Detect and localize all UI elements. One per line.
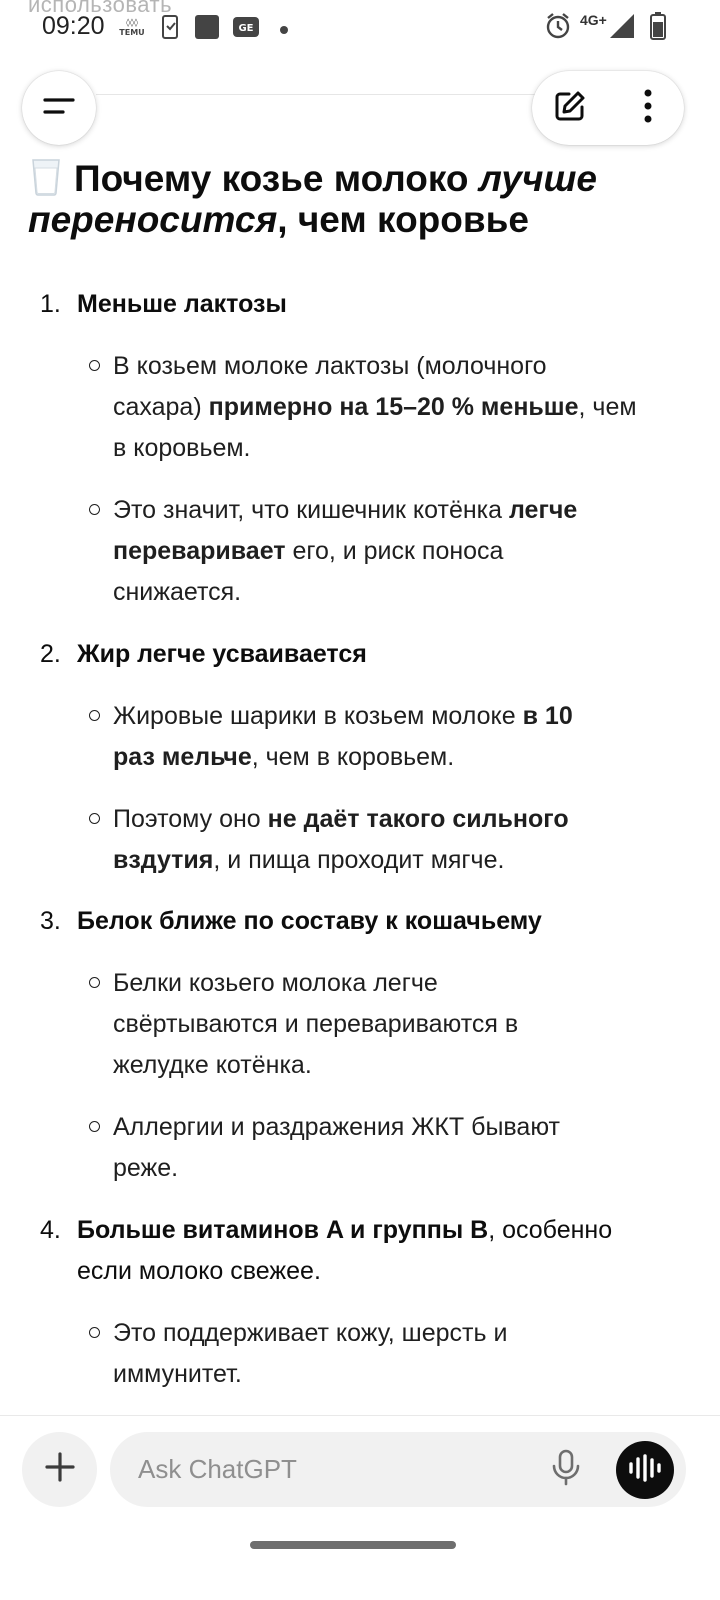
answer-heading [28,158,698,240]
composer [110,1432,686,1507]
list-bullet: Это значит, что кишечник котёнка легче переваривает его, и риск поноса снижается. [113,496,578,606]
notification-dot-icon [279,22,289,40]
dictate-button[interactable] [542,1446,590,1494]
edit-icon [552,88,588,129]
temu-label: TEMU [119,28,145,37]
bullet-icon [89,813,100,824]
heading-emphasis-2: переносится [28,199,278,240]
bullet-icon [89,360,100,371]
header-divider [96,94,540,95]
sidebar-menu-button[interactable] [22,71,96,145]
battery-icon [650,12,666,45]
list-bullet: Поэтому оно не даёт такого сильного вздутия, и пища проходит мягче. [113,805,569,874]
list-item-number: 3. [40,907,61,935]
list-item-title: Меньше лактозы [77,290,287,318]
list-item-number: 1. [40,290,61,318]
glass-of-milk-icon [28,158,64,196]
heading-text-1: Почему козье молоко [74,158,479,199]
new-chat-button[interactable] [546,84,594,132]
header-actions [532,71,684,145]
list-bullet: В козьем молоке лактозы (молочного сахара) примерно на 15–20 % меньше, чем в коровьем. [113,352,637,462]
signal-icon [610,14,636,43]
more-options-button[interactable] [624,84,672,132]
network-type: 4G+ [580,12,607,28]
more-vertical-icon [643,89,653,128]
list-bullet: Жировые шарики в козьем молоке в 10 раз мельче, чем в коровьем. [113,702,573,771]
ask-input[interactable] [138,1432,518,1507]
list-item-number: 4. [40,1216,61,1244]
heading-emphasis-1: лучше [478,158,597,199]
gallery-icon [194,14,220,45]
bullet-icon [89,1121,100,1132]
list-bullet: Это поддерживает кожу, шерсть и иммунитет. [113,1319,508,1388]
list-item-title: Белок ближе по составу к кошачьему [77,907,542,935]
bullet-icon [89,977,100,988]
status-bar [0,0,720,56]
list-item-number: 2. [40,640,61,668]
sidebar-menu-icon [42,95,76,122]
ge-badge-icon [233,17,259,42]
microphone-icon [551,1449,581,1492]
bullet-icon [89,710,100,721]
status-time: 09:20 [42,12,105,40]
clipped-overlay-text: использовать [28,0,173,17]
alarm-icon [545,12,571,45]
plus-icon [44,1451,76,1488]
list-bullet: Аллергии и раздражения ЖКТ бывают реже. [113,1113,560,1182]
list-bullet: Белки козьего молока легче свёртываются и перевариваются в желудке котёнка. [113,969,519,1079]
heading-text-2: , чем коровье [277,199,529,240]
voice-mode-icon [628,1454,662,1487]
bullet-icon [89,1327,100,1338]
temu-icon [118,16,146,43]
home-indicator[interactable] [250,1541,456,1549]
svg-text:◊◊◊: ◊◊◊ [126,18,138,27]
list-item-title: Больше витаминов A и группы B, особенно если молоко свежее. [77,1216,613,1285]
svg-text:GE: GE [238,23,254,34]
phone-sync-icon [160,14,182,45]
composer-divider [0,1415,720,1416]
list-item-title: Жир легче усваивается [77,640,367,668]
voice-mode-button[interactable] [616,1441,674,1499]
attach-button[interactable] [22,1432,97,1507]
bullet-icon [89,504,100,515]
